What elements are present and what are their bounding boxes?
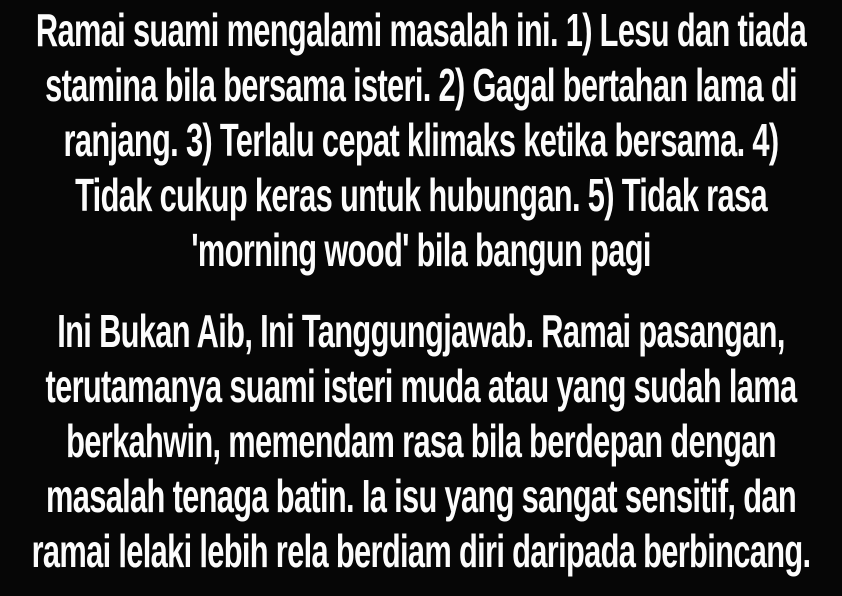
- text-line: masalah tenaga batin. Ia isu yang sangat sensitif, dan: [46, 470, 796, 522]
- text-line: stamina bila bersama isteri. 2) Gagal bertahan lama di: [45, 59, 797, 111]
- text-line: Ini Bukan Aib, Ini Tanggungjawab. Ramai pasangan,: [57, 305, 785, 357]
- text-line: ramai lelaki lebih rela berdiam diri daripada berbincang.: [31, 525, 811, 577]
- text-line: 'morning wood' bila bangun pagi: [191, 224, 651, 276]
- text-line: Ramai suami mengalami masalah ini. 1) Lesu dan tiada: [35, 4, 807, 56]
- text-line: ranjang. 3) Terlalu cepat klimaks ketika bersama. 4): [63, 114, 779, 166]
- text-line: Tidak cukup keras untuk hubungan. 5) Tidak rasa: [75, 169, 767, 221]
- paragraph-symptoms-list: [0, 3, 842, 278]
- text-line: berkahwin, memendam rasa bila berdepan dengan: [66, 415, 776, 467]
- text-line: terutamanya suami isteri muda atau yang sudah lama: [45, 360, 797, 412]
- paragraph-message: [0, 304, 842, 579]
